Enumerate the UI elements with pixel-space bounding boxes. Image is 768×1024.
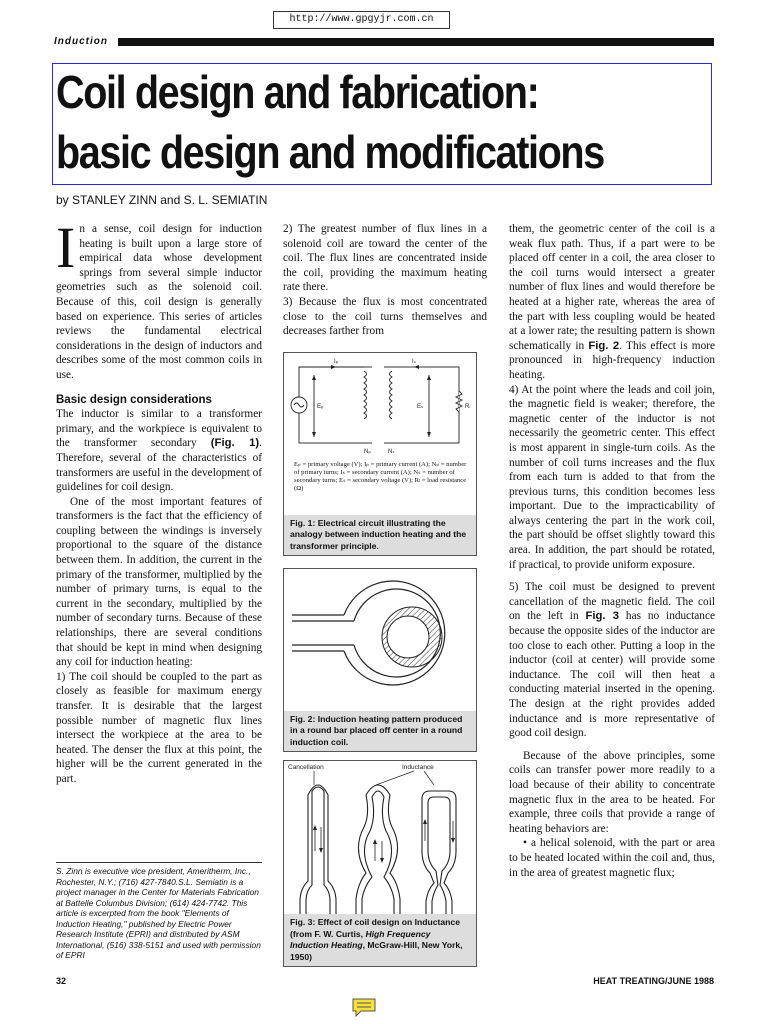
figure-ref: Fig. 2 bbox=[588, 339, 620, 352]
intro-paragraph: In a sense, coil design for induction heating is built upon a large store of empirical data whose development springs from several simple inductor geometries such as the solenoid coil. Because of this, coil design is generally based on experience. This series of articles reviews the fundamental electrical considerations in the design of inductors and describes some of the most common coils in use. bbox=[56, 215, 262, 381]
figure-1-caption: Fig. 1: Electrical circuit illustrating the analogy between induction heating and the transformer principle. bbox=[284, 515, 476, 556]
transformer-circuit-diagram bbox=[284, 353, 476, 463]
title-line-2: basic design and modifications bbox=[56, 126, 604, 178]
subheading: Basic design considerations bbox=[56, 393, 212, 406]
article-title bbox=[56, 62, 624, 182]
bullet-item: • a helical solenoid, with the part or area to be heated located within the coil and, thus, in the area of greatest magnetic flux; bbox=[509, 837, 715, 879]
paragraph: 4) At the point where the leads and coil join, the magnetic field is weaker; therefore, the magnetic center of the inductor is not necessarily the geometric center. This effect is most apparent in single-turn coils. As the number of coil turns increases and the flux from each turn is added to that from the previous turns, this condition becomes less important. Due to the impracticability of always centering the part in the work coil, the part should be offset slightly toward this area. In addition, the part should be rotated, if practical, to provide uniform exposure. bbox=[509, 383, 715, 571]
label-ep: Eₚ bbox=[317, 404, 324, 410]
coil-inductance-diagram bbox=[284, 761, 476, 926]
paragraph: 2) The greatest number of flux lines in a solenoid coil are toward the center of the coil. The flux lines are concentrated inside the coil, providing the maximum heating rate there. bbox=[283, 223, 487, 294]
label-ip: Iₚ bbox=[334, 359, 339, 365]
label-cancellation: Cancellation bbox=[288, 764, 324, 771]
figure-3 bbox=[283, 760, 477, 967]
author-footnote: S. Zinn is executive vice president, Ameritherm, Inc., Rochester, N.Y.; (716) 427-7840.S.L. Semiatin is a project manager in the Center for Materials Fabrication at Battelle Columbus Division; (614) 424-7742. This article is excerpted from the book "Elements of Induction Heating," published by Electric Power Research Institute (EPRI) and distributed by ASM International, (516) 338-5151 and used with permission of EPRI bbox=[56, 862, 262, 961]
section-rule bbox=[118, 38, 714, 46]
book-title: High Frequency Induction Heating bbox=[290, 928, 431, 950]
byline: by STANLEY ZINN and S. L. SEMIATIN bbox=[56, 193, 268, 207]
column-2 bbox=[283, 222, 487, 339]
label-inductance: Inductance bbox=[402, 764, 434, 771]
label-ns: Nₛ bbox=[388, 449, 395, 455]
paragraph: 5) The coil must be designed to prevent cancellation of the magnetic field. The coil on the left in Fig. 3 has no inductance because the opposite sides of the inductor are too close to each other. Putting a loop in the inductor (coil at center) will provide some inductance. The coil will then heat a conducting material inserted in the opening. The design at the right provides added inductance and is more representative of good coil design. bbox=[509, 581, 715, 740]
column-3 bbox=[509, 222, 715, 880]
figure-ref: Fig. 3 bbox=[585, 610, 620, 623]
column-1 bbox=[56, 215, 262, 787]
journal-footer: HEAT TREATING/JUNE 1988 bbox=[593, 976, 714, 986]
off-center-bar-diagram bbox=[284, 569, 476, 699]
label-np: Nₚ bbox=[364, 449, 371, 455]
paragraph: Because of the above principles, some coils can transfer power more readily to a load because of their ability to concentrate magnetic flux in the area to be heated. For example, three coils that provide a range of heating behaviors are: bbox=[509, 749, 715, 835]
title-line-1: Coil design and fabrication: bbox=[56, 66, 539, 118]
label-rl: Rₗ bbox=[465, 404, 471, 410]
paragraph: 1) The coil should be coupled to the part as closely as feasible for maximum energy transfer. It is desirable that the largest possible number of magnetic flux lines intersect the workpiece at the area to be heated. The denser the flux at this point, the higher will be the current generated in the part. bbox=[56, 670, 262, 785]
paragraph: them, the geometric center of the coil is a weak flux path. Thus, if a part were to be placed off center in a coil, the area closer to the coil turns would intersect a greater number of flux lines and would therefore be heated at a higher rate, whereas the area of the part with less coupling would be heated at a lower rate; the resulting pattern is shown schematically in Fig. 2. This effect is more pronounced in high-frequency induction heating. bbox=[509, 223, 716, 381]
label-es: Eₛ bbox=[417, 404, 424, 410]
label-is: Iₛ bbox=[412, 359, 416, 365]
comment-note-icon[interactable] bbox=[351, 997, 377, 1017]
paragraph: One of the most important features of transformers is the fact that the efficiency of coupling between the windings is inversely proportional to the square of the distance between them. In addition, the current in the primary of the transformer, multiplied by the number of primary turns, is equal to the current in the secondary, multiplied by the number of secondary turns. Because of these relationships, there are several conditions that should be kept in mind when designing any coil for induction heating: bbox=[56, 495, 262, 669]
page-number: 32 bbox=[56, 976, 67, 986]
source-url[interactable]: http://www.gpgyjr.com.cn bbox=[273, 11, 450, 29]
figure-2 bbox=[283, 568, 477, 752]
section-label: Induction bbox=[54, 36, 108, 47]
paragraph: 3) Because the flux is most concentrated close to the coil turns themselves and decreases farther from bbox=[283, 295, 487, 338]
figure-1 bbox=[283, 352, 477, 556]
drop-cap: I bbox=[56, 215, 76, 280]
figure-ref: (Fig. 1) bbox=[210, 437, 260, 450]
figure-3-caption: Fig. 3: Effect of coil design on Inductance (from F. W. Curtis, High Frequency Induction Heating, McGraw-Hill, New York, 1950) bbox=[284, 914, 476, 966]
figure-2-caption: Fig. 2: Induction heating pattern produced in a round bar placed off center in a round induction coil. bbox=[284, 711, 476, 752]
figure-1-legend: Eₚ = primary voltage (V); Iₚ = primary current (A); Nₚ = number of primary turns; Iₛ = secondary current (A); Nₛ = number of secondary turns; Eₛ = secondary voltage (V); Rₗ = load resistance (Ω) bbox=[294, 461, 467, 492]
paragraph: The inductor is similar to a transformer primary, and the workpiece is equivalent to the transformer secondary (Fig. 1). Therefore, several of the characteristics of transformers are useful in the development of guidelines for coil design. bbox=[56, 408, 262, 494]
